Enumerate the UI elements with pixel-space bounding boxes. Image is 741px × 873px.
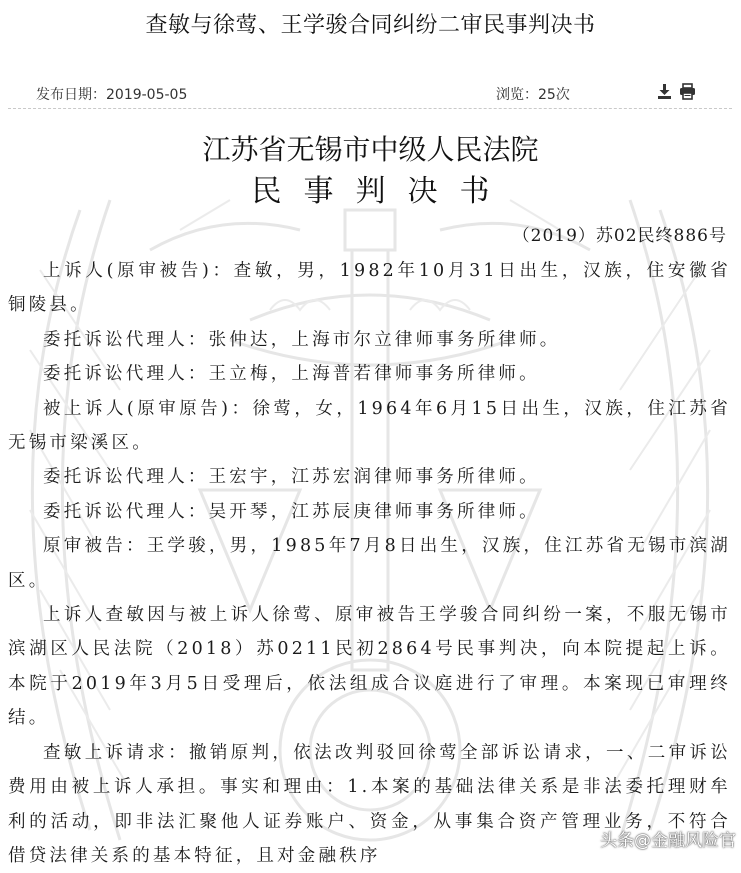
print-icon[interactable] (679, 83, 696, 100)
agent-appellee-2: 委托诉讼代理人：吴开琴，江苏辰庚律师事务所律师。 (43, 501, 540, 522)
meta-bar (8, 82, 732, 109)
party-appellee: 被上诉人(原审原告)：徐莺，女，1964年6月15日出生，汉族，住江苏省无锡市梁溪区。 (8, 398, 731, 454)
court-name: 江苏省无锡市中级人民法院 (202, 133, 539, 166)
agent-appellant-1: 委托诉讼代理人：张仲达，上海市尔立律师事务所律师。 (43, 329, 561, 350)
party-appellant: 上诉人(原审被告)：查敏，男，1982年10月31日出生，汉族，住安徽省铜陵县。 (8, 261, 731, 316)
agent-appellee-1: 委托诉讼代理人：王宏宇，江苏宏润律师事务所律师。 (43, 467, 540, 488)
judgment-document (0, 130, 741, 873)
meta-actions (656, 83, 696, 100)
appeal-request: 查敏上诉请求：撤销原判，依法改判驳回徐莺全部诉讼请求，一、二审诉讼费用由被上诉人承担。事实和理由：1.本案的基础法律关系是非法委托理财牟利的活动，即非法汇聚他人证券账户、资金，从事集合资产管理业务，不符合借贷法律关系的基本特征，且对金融秩序 (8, 742, 731, 866)
view-count: 浏览：25次 (496, 87, 570, 103)
publish-date: 发布日期：2019-05-05 (36, 87, 188, 103)
page-title: 查敏与徐莺、王学骏合同纠纷二审民事判决书 (145, 13, 596, 38)
case-background: 上诉人查敏因与被上诉人徐莺、原审被告王学骏合同纠纷一案，不服无锡市滨湖区人民法院（2018）苏0211民初2864号民事判决，向本院提起上诉。本院于2019年3月5日受理后，依法组成合议庭进行了审理。本案现已审理终结。 (8, 605, 731, 729)
agent-appellant-2: 委托诉讼代理人：王立梅，上海普若律师事务所律师。 (43, 364, 540, 385)
document-type: 民事判决书 (251, 174, 512, 209)
source-watermark: 头条@金融风险官 (600, 831, 736, 851)
party-original-defendant: 原审被告：王学骏，男，1985年7月8日出生，汉族，住江苏省无锡市滨湖区。 (8, 536, 731, 591)
case-number: （2019）苏02民终886号 (512, 226, 727, 246)
download-icon[interactable] (656, 83, 673, 100)
